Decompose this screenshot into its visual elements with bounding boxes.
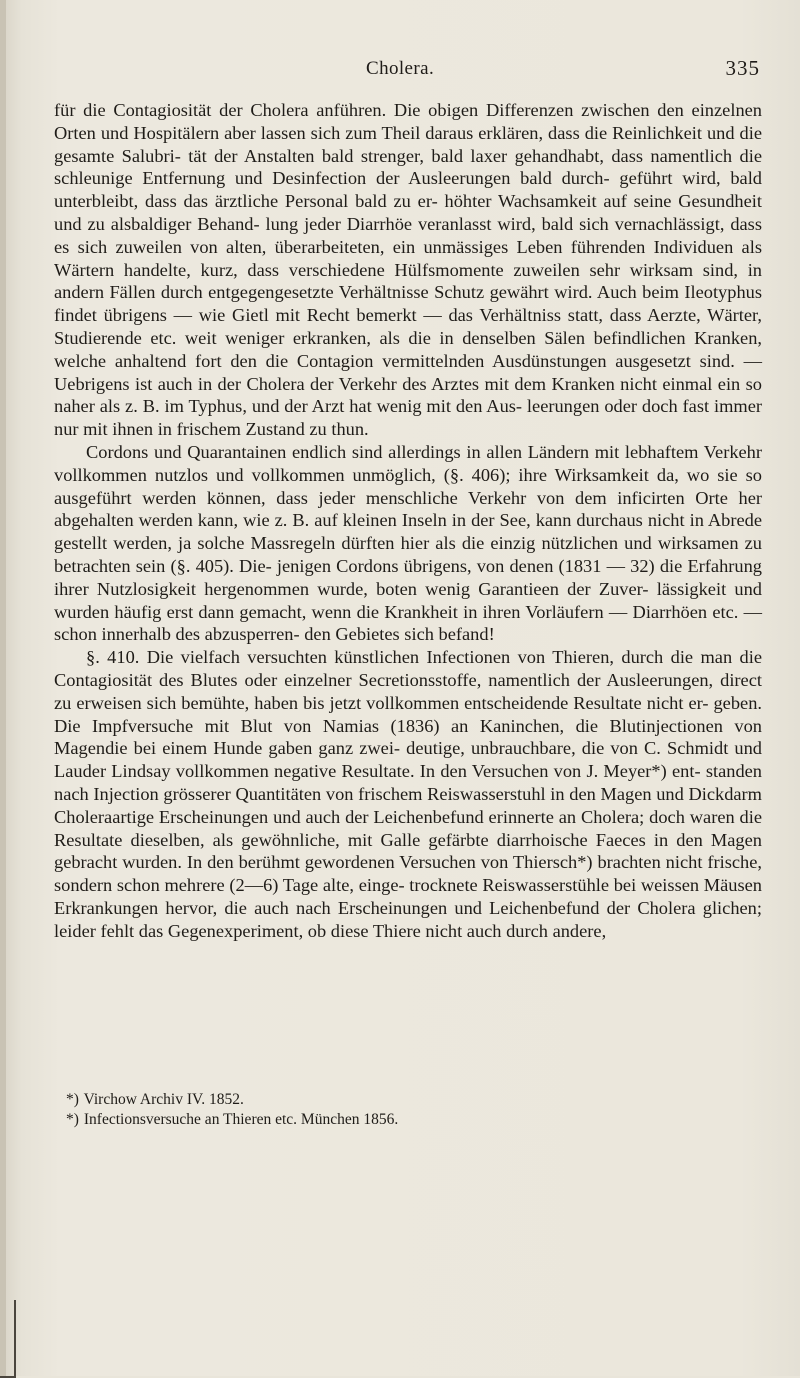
page-header xyxy=(54,52,762,86)
paragraph: §. 410. Die vielfach versuchten künstlichen Infectionen von Thieren, durch die man die Contagiosität des Blutes oder einzelner Secretionsstoffe, namentlich der Ausleerungen, direct zu erweisen sich bemühte, haben bis jetzt vollkommen entscheidende Resultate nicht er- geben. Die Impfversuche mit Blut von Namias (1836) an Kaninchen, die Blutinjectionen von Magendie bei einem Hunde gaben ganz zwei- deutige, unbrauchbare, die von C. Schmidt und Lauder Lindsay vollkommen negative Resultate. In den Versuchen von J. Meyer*) ent- standen nach Injection grösserer Quantitäten von frischem Reiswasserstuhl in den Magen und Dickdarm Choleraartige Erscheinungen und auch der Leichenbefund erinnerte an Cholera; doch waren die Resultate dieselben, als gewöhnliche, mit Galle gefärbte diarrhoische Faeces in den Magen gebracht wurden. In den berühmt gewordenen Versuchen von Thiersch*) brachten nicht frische, sondern schon mehrere (2—6) Tage alte, einge- trocknete Reiswasserstühle bei weissen Mäusen Erkrankungen hervor, die auch nach Erscheinungen und Leichenbefund der Cholera glichen; leider fehlt das Gegenexperiment, ob diese Thiere nicht auch durch andere, xyxy=(54,647,762,941)
running-head: Cholera. xyxy=(366,58,435,79)
footnote-text: Virchow Archiv IV. 1852. xyxy=(83,1091,244,1108)
binding-edge xyxy=(0,0,6,1376)
footnotes xyxy=(66,1090,766,1130)
footnote xyxy=(66,1110,766,1130)
footnote-mark: *) xyxy=(66,1091,79,1108)
page-corner-mark xyxy=(0,1300,16,1378)
paragraph: für die Contagiosität der Cholera anführen. Die obigen Differenzen zwischen den einzelnen Orten und Hospitälern aber lassen sich zum Theil daraus erklären, dass die Reinlichkeit und die gesamte Salubri- tät der Anstalten bald strenger, bald laxer gehandhabt, dass namentlich die schleunige Entfernung und Desinfection der Ausleerungen bald durch- geführt wird, bald unterbleibt, dass das ärztliche Personal bald zu er- höhter Wachsamkeit auf seine Gesundheit und zu alsbaldiger Behand- lung jeder Diarrhöe veranlasst wird, bald sich vernachlässigt, dass es sich zuweilen von alten, überarbeiteten, ein unmässiges Leben führenden Individuen als Wärtern handelte, kurz, dass verschiedene Hülfsmomente zuweilen sehr wirksam sind, in andern Fällen durch entgegengesetzte Verhältnisse Schutz gewährt wird. Auch beim Ileotyphus findet übrigens — wie Gietl mit Recht bemerkt — das Verhältniss statt, dass Aerzte, Wärter, Studierende etc. weit weniger erkranken, als die in denselben Sälen befindlichen Kranken, welche anhaltend fort den die Contagion vermittelnden Ausdünstungen ausgesetzt sind. — Uebrigens ist auch in der Cholera der Verkehr des Arztes mit dem Kranken nicht einmal ein so naher als z. B. im Typhus, und der Arzt hat wenig mit den Aus- leerungen oder doch fast immer nur mit ihnen in frischem Zustand zu thun. xyxy=(54,100,762,440)
footnote-text: Infectionsversuche an Thieren etc. München 1856. xyxy=(83,1111,399,1128)
paragraph: Cordons und Quarantainen endlich sind allerdings in allen Ländern mit lebhaftem Verkehr vollkommen nutzlos und vollkommen unmöglich, (§. 406); ihre Wirksamkeit da, wo sie so ausgeführt werden können, dass jeder menschliche Verkehr von dem inficirten Orte her abgehalten werden kann, wie z. B. auf kleinen Inseln in der See, kann durchaus nicht in Abrede gestellt werden, ja solche Massregeln dürften hier als die einzig nützlichen und wirksamen zu betrachten sein (§. 405). Die- jenigen Cordons übrigens, von denen (1831 — 32) die Erfahrung ihrer Nutzlosigkeit hergenommen wurde, boten wenig Garantieen der Zuver- lässigkeit und wurden häufig erst dann gemacht, wenn die Krankheit in ihren Vorläufern — Diarrhöen etc. — schon innerhalb des abzusperren- den Gebietes sich befand! xyxy=(54,441,762,645)
footnote-mark: *) xyxy=(66,1111,79,1128)
body-text xyxy=(54,99,762,942)
footnote xyxy=(66,1090,766,1110)
page-number: 335 xyxy=(725,56,760,80)
